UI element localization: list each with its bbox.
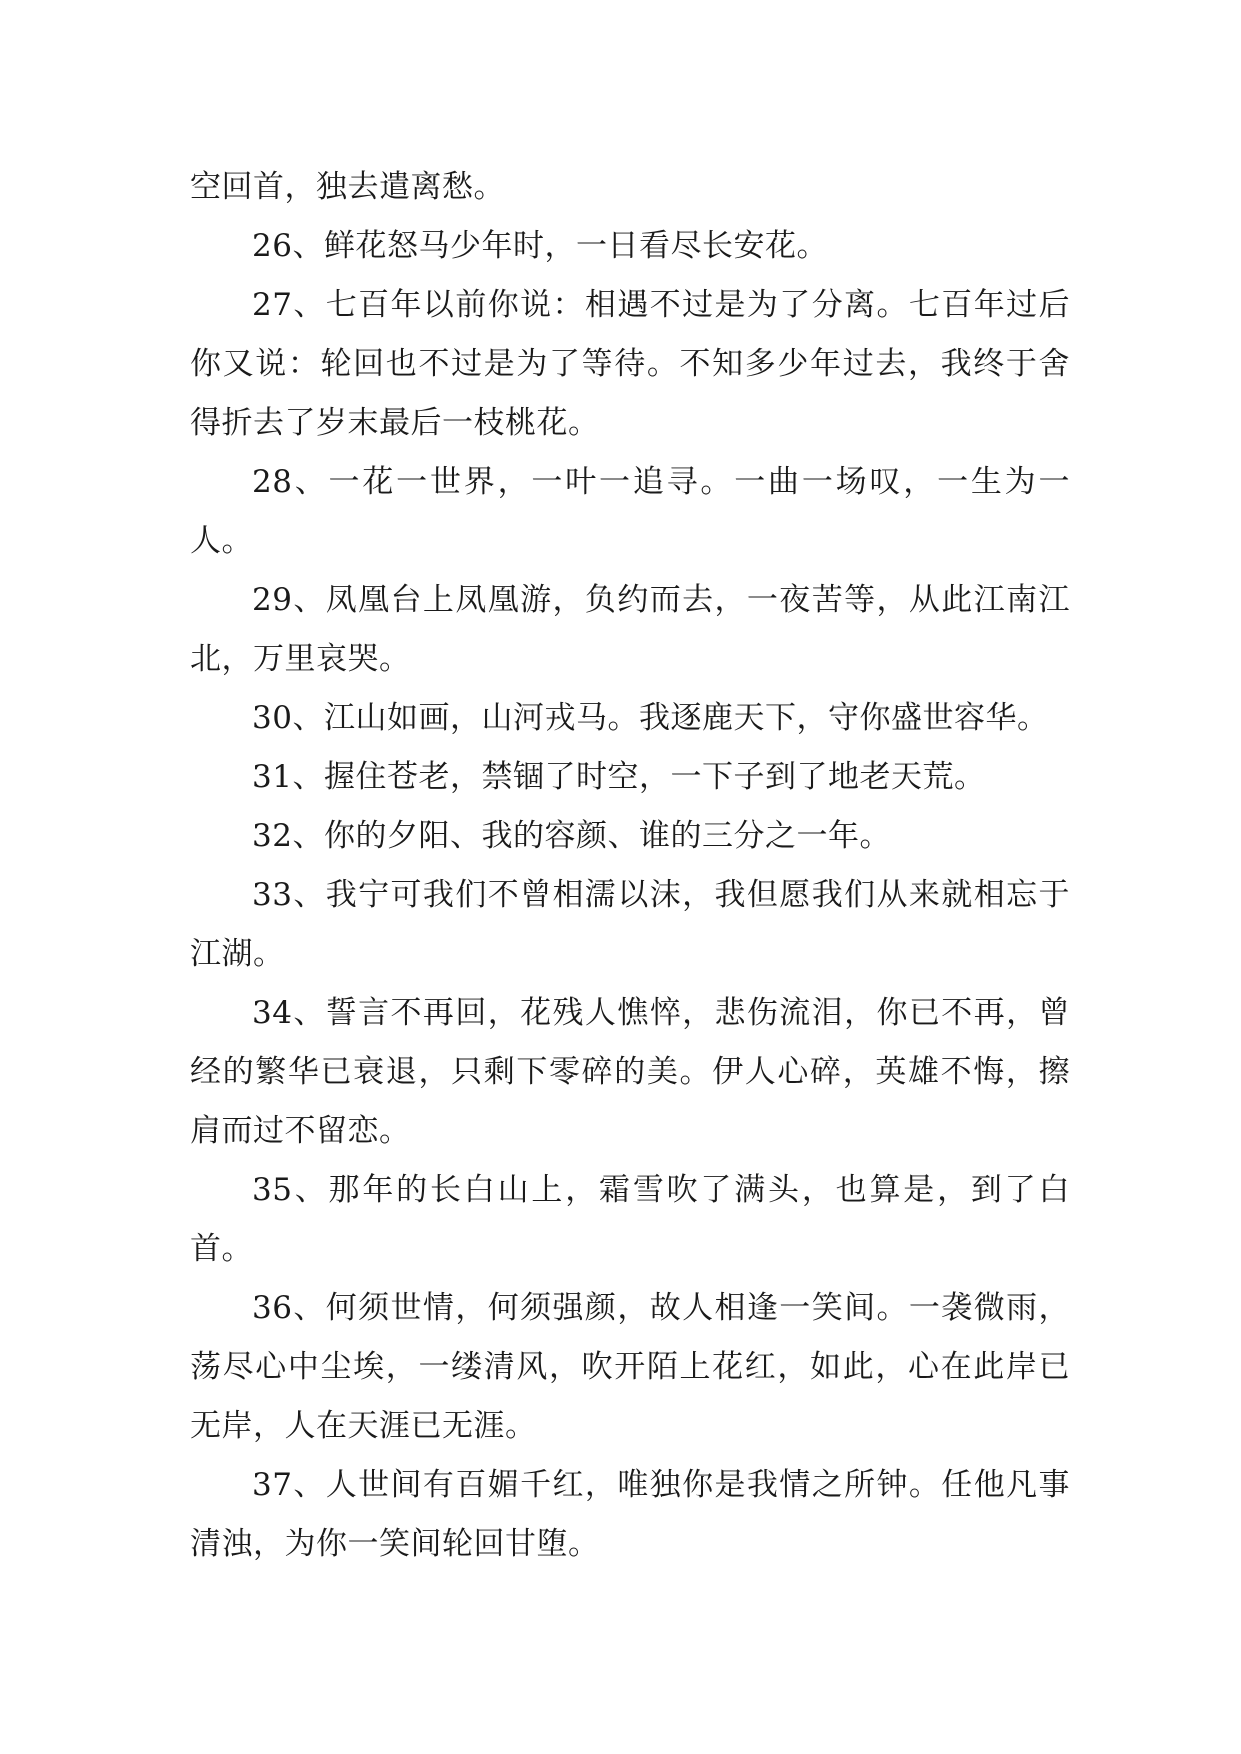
paragraph-26: 26、鲜花怒马少年时，一日看尽长安花。 (252, 228, 828, 264)
paragraph-36: 36、何须世情，何须强颜，故人相逢一笑间。一袭微雨，荡尽心中尘埃，一缕清风，吹开陌上花红，如此，心在此岸已无岸，人在天涯已无涯。 (190, 1290, 1070, 1444)
paragraph-30: 30、江山如画，山河戎马。我逐鹿天下，守你盛世容华。 (252, 700, 1049, 736)
paragraph-continuation: 空回首，独去遣离愁。 (190, 169, 505, 205)
paragraph-31: 31、握住苍老，禁锢了时空，一下子到了地老天荒。 (252, 759, 986, 795)
paragraph-37: 37、人世间有百媚千红，唯独你是我情之所钟。任他凡事清浊，为你一笑间轮回甘堕。 (190, 1467, 1070, 1562)
paragraph-35: 35、那年的长白山上，霜雪吹了满头，也算是，到了白首。 (190, 1172, 1070, 1267)
paragraph-33: 33、我宁可我们不曾相濡以沫，我但愿我们从来就相忘于江湖。 (190, 877, 1070, 972)
paragraph-29: 29、凤凰台上凤凰游，负约而去，一夜苦等，从此江南江北，万里哀哭。 (190, 582, 1070, 677)
document-body (190, 158, 1070, 1574)
paragraph-27: 27、七百年以前你说：相遇不过是为了分离。七百年过后你又说：轮回也不过是为了等待。不知多少年过去，我终于舍得折去了岁末最后一枝桃花。 (190, 287, 1070, 441)
paragraph-34: 34、誓言不再回，花残人憔悴，悲伤流泪，你已不再，曾经的繁华已衰退，只剩下零碎的美。伊人心碎，英雄不悔，擦肩而过不留恋。 (190, 995, 1070, 1149)
paragraph-28: 28、一花一世界，一叶一追寻。一曲一场叹，一生为一人。 (190, 464, 1070, 559)
paragraph-32: 32、你的夕阳、我的容颜、谁的三分之一年。 (252, 818, 891, 854)
